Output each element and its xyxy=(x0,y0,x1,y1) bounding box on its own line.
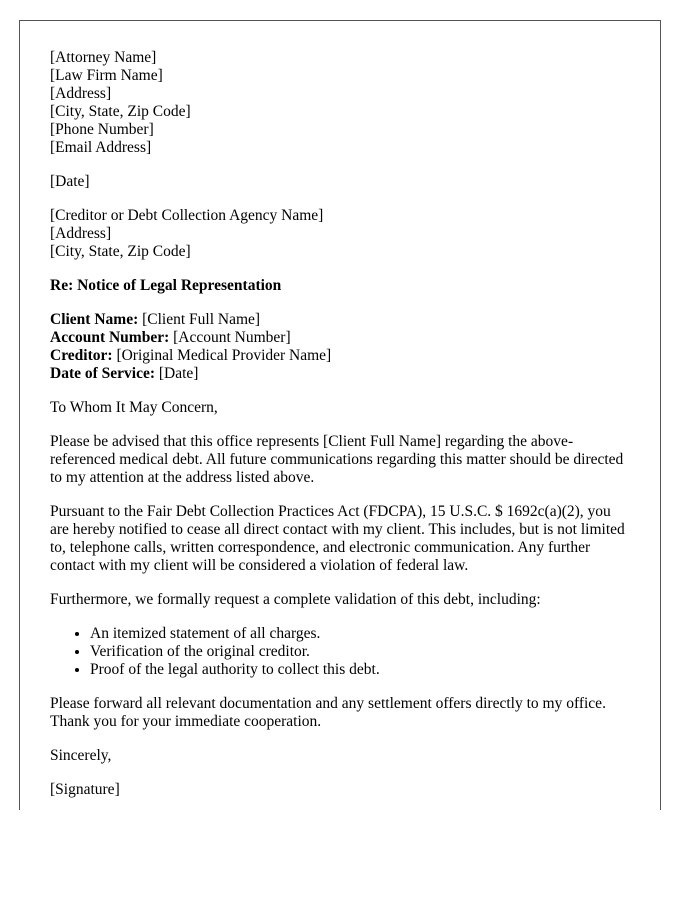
validation-request-paragraph: Furthermore, we formally request a complete validation of this debt, including: xyxy=(50,591,541,608)
creditor-value: [Original Medical Provider Name] xyxy=(112,347,332,364)
client-name-value: [Client Full Name] xyxy=(138,311,261,328)
subject-text: Re: Notice of Legal Representation xyxy=(50,277,282,294)
client-name-label: Client Name: xyxy=(50,311,139,328)
list-item: • An itemized statement of all charges. xyxy=(90,625,630,643)
recipient-address: [Address] xyxy=(50,225,112,242)
forwarding-paragraph: Please forward all relevant documentation and any settlement offers directly to my office. Thank you for your immediate cooperation. xyxy=(50,695,606,730)
sender-law-firm: [Law Firm Name] xyxy=(50,67,163,84)
sender-attorney-name: [Attorney Name] xyxy=(50,49,157,66)
sender-city-state-zip: [City, State, Zip Code] xyxy=(50,103,191,120)
representation-paragraph: Please be advised that this office represents [Client Full Name] regarding the above-referenced medical debt. All future communications regarding this matter should be directed to my attention at the address listed above. xyxy=(50,433,624,486)
case-details xyxy=(50,311,630,383)
signature: [Signature] xyxy=(50,781,120,798)
validation-list xyxy=(50,625,630,679)
letter-date xyxy=(50,173,630,191)
date-text: [Date] xyxy=(50,173,90,190)
sender-address: [Address] xyxy=(50,85,112,102)
sender-email: [Email Address] xyxy=(50,139,152,156)
account-number-label: Account Number: xyxy=(50,329,170,346)
account-number-row xyxy=(50,329,630,347)
date-of-service-value: [Date] xyxy=(155,365,199,382)
date-of-service-label: Date of Service: xyxy=(50,365,156,382)
sender-phone: [Phone Number] xyxy=(50,121,154,138)
recipient-name: [Creditor or Debt Collection Agency Name] xyxy=(50,207,324,224)
fdcpa-paragraph: Pursuant to the Fair Debt Collection Practices Act (FDCPA), 15 U.S.C. $ 1692c(a)(2), you are hereby notified to cease all direct contact with my client. This includes, but is not limited to, telephone calls, written correspondence, and electronic communication. Any further contact with my client will be considered a violation of federal law. xyxy=(50,503,625,574)
creditor-row xyxy=(50,347,630,365)
closing: Sincerely, xyxy=(50,747,112,764)
recipient-city-state-zip: [City, State, Zip Code] xyxy=(50,243,191,260)
account-number-value: [Account Number] xyxy=(169,329,291,346)
recipient-address-block xyxy=(50,207,630,261)
subject-line xyxy=(50,277,630,295)
creditor-label: Creditor: xyxy=(50,347,113,364)
letter-page xyxy=(19,20,661,810)
salutation: To Whom It May Concern, xyxy=(50,399,218,416)
list-item: • Verification of the original creditor. xyxy=(90,643,630,661)
sender-address-block xyxy=(50,49,630,157)
date-of-service-row xyxy=(50,365,630,383)
list-item: • Proof of the legal authority to collect this debt. xyxy=(90,661,630,679)
client-name-row xyxy=(50,311,630,329)
